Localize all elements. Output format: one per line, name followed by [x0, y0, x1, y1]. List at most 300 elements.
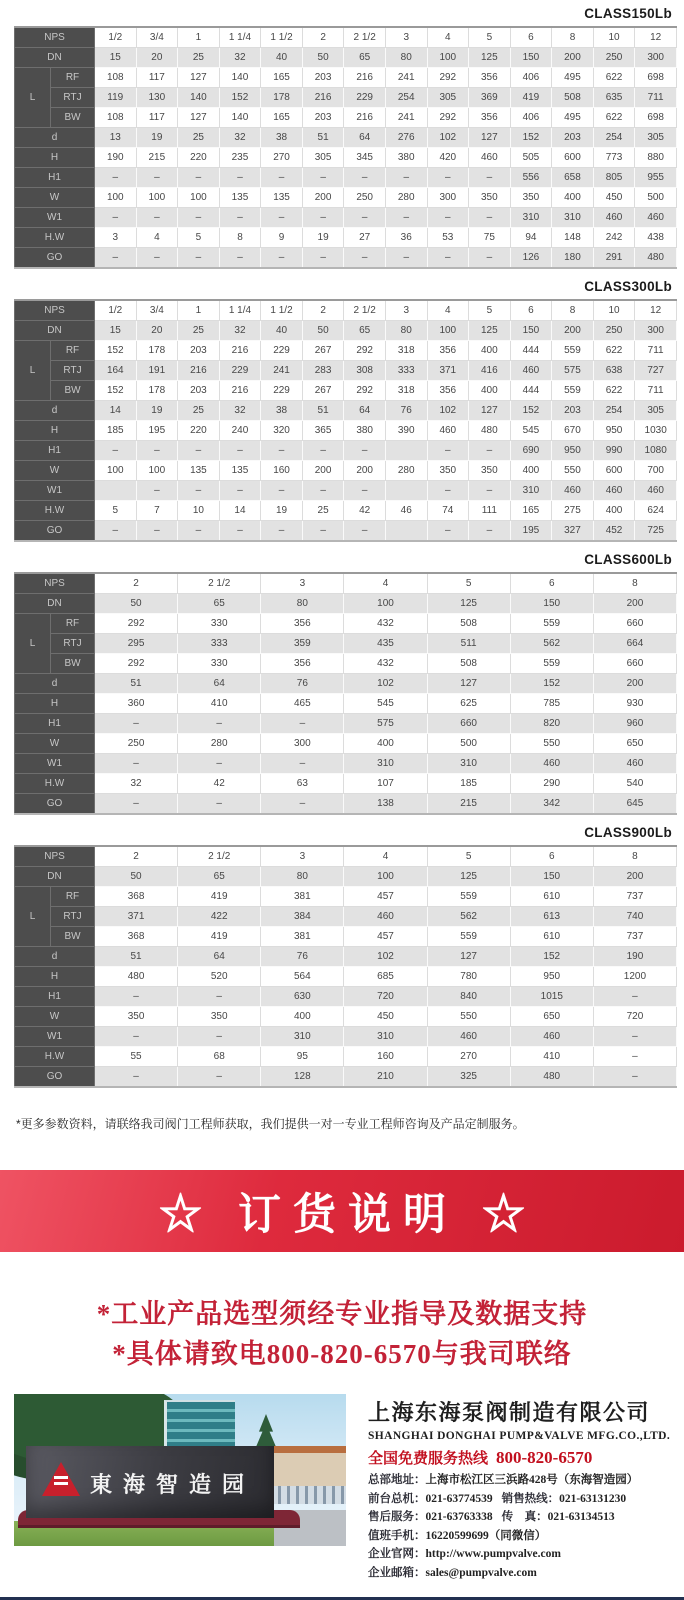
- cell-value: 80: [385, 321, 427, 341]
- cell-value: 216: [302, 88, 344, 108]
- cell-value: 65: [178, 867, 261, 887]
- info-value: 021-63774539: [425, 1492, 493, 1505]
- note-text: *更多参数资料，请联络我司阀门工程师获取，我们提供一对一专业工程师咨询及产品定制服务。: [16, 1117, 525, 1131]
- warning-line-2: *具体请致电800-820-6570与我司联络: [112, 1339, 572, 1369]
- cell-value: –: [261, 714, 344, 734]
- cell-value: 140: [178, 88, 220, 108]
- cell-value: 327: [552, 521, 594, 542]
- table-row: [15, 987, 677, 1007]
- cell-value: –: [219, 481, 261, 501]
- row-label: H: [15, 421, 95, 441]
- spec-table-section: [0, 552, 684, 815]
- cell-value: 215: [136, 148, 178, 168]
- cell-value: 625: [427, 694, 510, 714]
- company-info: [346, 1394, 670, 1582]
- cell-value: 820: [510, 714, 593, 734]
- cell-value: 711: [635, 88, 677, 108]
- cell-value: 950: [510, 967, 593, 987]
- cell-value: 200: [593, 867, 676, 887]
- cell-value: 50: [302, 48, 344, 68]
- table-row: [15, 48, 677, 68]
- cell-value: –: [469, 168, 511, 188]
- cell-value: 406: [510, 68, 552, 88]
- cell-value: –: [302, 208, 344, 228]
- cell-value: 359: [261, 634, 344, 654]
- cell-value: 250: [593, 321, 635, 341]
- cell-value: 5: [427, 573, 510, 594]
- row-label: GO: [15, 1067, 95, 1088]
- company-info-line: [368, 1471, 670, 1490]
- cell-value: 4: [427, 27, 469, 48]
- cell-value: 68: [178, 1047, 261, 1067]
- cell-value: 3/4: [136, 300, 178, 321]
- cell-value: –: [261, 248, 303, 269]
- cell-value: –: [95, 521, 137, 542]
- row-label: H.W: [15, 774, 95, 794]
- cell-value: –: [593, 1067, 676, 1088]
- company-footer: [14, 1394, 674, 1582]
- cell-value: 138: [344, 794, 427, 815]
- table-row: [15, 1047, 677, 1067]
- cell-value: 254: [385, 88, 427, 108]
- cell-value: 480: [635, 248, 677, 269]
- cell-value: –: [302, 441, 344, 461]
- cell-value: 452: [593, 521, 635, 542]
- cell-value: 3: [95, 228, 137, 248]
- cell-value: –: [136, 441, 178, 461]
- cell-value: 203: [178, 381, 220, 401]
- cell-value: 19: [136, 128, 178, 148]
- row-label: H1: [15, 168, 95, 188]
- cell-value: 203: [302, 68, 344, 88]
- cell-value: 220: [178, 421, 220, 441]
- cell-value: –: [344, 441, 386, 461]
- cell-value: 107: [344, 774, 427, 794]
- table-row: [15, 381, 677, 401]
- cell-value: 1030: [635, 421, 677, 441]
- cell-value: –: [136, 481, 178, 501]
- cell-value: 450: [593, 188, 635, 208]
- cell-value: 64: [344, 128, 386, 148]
- cell-value: 191: [136, 361, 178, 381]
- cell-value: 64: [178, 674, 261, 694]
- cell-value: 240: [219, 421, 261, 441]
- cell-value: 135: [219, 461, 261, 481]
- cell-value: 140: [219, 68, 261, 88]
- cell-value: 356: [427, 381, 469, 401]
- cell-value: 125: [427, 594, 510, 614]
- row-label: W1: [15, 1027, 95, 1047]
- cell-value: 250: [95, 734, 178, 754]
- cell-value: 80: [261, 867, 344, 887]
- cell-value: 76: [385, 401, 427, 421]
- cell-value: 622: [593, 108, 635, 128]
- cell-value: 46: [385, 501, 427, 521]
- cell-value: 2 1/2: [178, 846, 261, 867]
- cell-value: –: [219, 208, 261, 228]
- cell-value: 5: [469, 300, 511, 321]
- cell-value: –: [427, 441, 469, 461]
- cell-value: 550: [552, 461, 594, 481]
- cell-value: 19: [261, 501, 303, 521]
- table-row: [15, 794, 677, 815]
- cell-value: 75: [469, 228, 511, 248]
- cell-value: 8: [593, 846, 676, 867]
- cell-value: 2: [95, 573, 178, 594]
- cell-value: 200: [552, 321, 594, 341]
- cell-value: 350: [469, 461, 511, 481]
- row-label: H.W: [15, 1047, 95, 1067]
- spec-table: [14, 26, 677, 269]
- cell-value: 290: [510, 774, 593, 794]
- cell-value: 6: [510, 300, 552, 321]
- cell-value: 450: [344, 1007, 427, 1027]
- table-title: CLASS600Lb: [584, 552, 672, 567]
- cell-value: 318: [385, 381, 427, 401]
- cell-value: 725: [635, 521, 677, 542]
- cell-value: 419: [178, 927, 261, 947]
- cell-value: 250: [593, 48, 635, 68]
- cell-value: 460: [635, 481, 677, 501]
- cell-value: 152: [510, 128, 552, 148]
- cell-value: 773: [593, 148, 635, 168]
- cell-value: 65: [344, 48, 386, 68]
- cell-value: 1: [178, 27, 220, 48]
- cell-value: 9: [261, 228, 303, 248]
- cell-value: [385, 441, 427, 461]
- cell-value: –: [261, 481, 303, 501]
- cell-value: 406: [510, 108, 552, 128]
- cell-value: –: [178, 248, 220, 269]
- cell-value: 2: [95, 846, 178, 867]
- cell-value: –: [219, 441, 261, 461]
- cell-value: 460: [593, 208, 635, 228]
- cell-value: 102: [344, 674, 427, 694]
- cell-value: 540: [593, 774, 676, 794]
- cell-value: 495: [552, 108, 594, 128]
- cell-value: 460: [552, 481, 594, 501]
- cell-value: –: [261, 441, 303, 461]
- row-group-label: L: [15, 68, 51, 128]
- cell-value: 308: [344, 361, 386, 381]
- cell-value: 660: [593, 654, 676, 674]
- cell-value: 785: [510, 694, 593, 714]
- table-row: [15, 501, 677, 521]
- cell-value: 125: [469, 48, 511, 68]
- cell-value: 152: [95, 341, 137, 361]
- row-label: GO: [15, 794, 95, 815]
- cell-value: 480: [95, 967, 178, 987]
- cell-value: 200: [552, 48, 594, 68]
- cell-value: 1200: [593, 967, 676, 987]
- table-title: CLASS150Lb: [584, 6, 672, 21]
- cell-value: 125: [469, 321, 511, 341]
- cell-value: 310: [427, 754, 510, 774]
- cell-value: 2 1/2: [178, 573, 261, 594]
- info-value: 021-63763338: [425, 1511, 493, 1523]
- table-row: [15, 321, 677, 341]
- cell-value: 100: [136, 188, 178, 208]
- cell-value: 100: [95, 461, 137, 481]
- cell-value: –: [95, 208, 137, 228]
- row-label: GO: [15, 248, 95, 269]
- cell-value: 165: [261, 68, 303, 88]
- cell-value: 610: [510, 887, 593, 907]
- cell-value: 178: [136, 381, 178, 401]
- cell-value: 460: [593, 481, 635, 501]
- row-label: W1: [15, 208, 95, 228]
- cell-value: 658: [552, 168, 594, 188]
- cell-value: 500: [635, 188, 677, 208]
- table-title: CLASS900Lb: [584, 825, 672, 840]
- cell-value: 622: [593, 68, 635, 88]
- cell-value: 100: [178, 188, 220, 208]
- info-value: 021-63131230: [559, 1492, 627, 1505]
- stone-sign-wall: [26, 1446, 274, 1518]
- cell-value: –: [178, 481, 220, 501]
- cell-value: 310: [552, 208, 594, 228]
- cell-value: 550: [510, 734, 593, 754]
- cell-value: –: [385, 248, 427, 269]
- cell-value: 160: [261, 461, 303, 481]
- cell-value: 292: [95, 654, 178, 674]
- cell-value: 419: [510, 88, 552, 108]
- cell-value: –: [469, 521, 511, 542]
- table-row: [15, 734, 677, 754]
- cell-value: 64: [178, 947, 261, 967]
- cell-value: 2 1/2: [344, 300, 386, 321]
- cell-value: 25: [178, 401, 220, 421]
- cell-value: 559: [552, 381, 594, 401]
- cell-value: 280: [385, 188, 427, 208]
- cell-value: 422: [178, 907, 261, 927]
- cell-value: –: [178, 441, 220, 461]
- cell-value: 25: [178, 321, 220, 341]
- cell-value: 165: [510, 501, 552, 521]
- cell-value: 500: [427, 734, 510, 754]
- cell-value: 720: [593, 1007, 676, 1027]
- cell-value: 368: [95, 927, 178, 947]
- cell-value: 630: [261, 987, 344, 1007]
- table-row: [15, 421, 677, 441]
- cell-value: –: [469, 248, 511, 269]
- cell-value: 711: [635, 341, 677, 361]
- cell-value: 50: [302, 321, 344, 341]
- cell-value: 5: [178, 228, 220, 248]
- cell-value: 130: [136, 88, 178, 108]
- cell-value: 930: [593, 694, 676, 714]
- cell-value: 305: [427, 88, 469, 108]
- cell-value: 1 1/2: [261, 300, 303, 321]
- cell-value: 480: [510, 1067, 593, 1088]
- cell-value: –: [261, 521, 303, 542]
- factory-photo: [14, 1394, 346, 1546]
- cell-value: 216: [219, 341, 261, 361]
- cell-value: 780: [427, 967, 510, 987]
- cell-value: 1/2: [95, 300, 137, 321]
- cell-value: 229: [219, 361, 261, 381]
- cell-value: 100: [427, 48, 469, 68]
- cell-value: 356: [427, 341, 469, 361]
- cell-value: 622: [593, 341, 635, 361]
- warning-block: [0, 1294, 684, 1374]
- cell-value: 545: [510, 421, 552, 441]
- cell-value: 14: [219, 501, 261, 521]
- cell-value: 457: [344, 887, 427, 907]
- cell-value: –: [427, 208, 469, 228]
- cell-value: 460: [510, 754, 593, 774]
- cell-value: 74: [427, 501, 469, 521]
- cell-value: 645: [593, 794, 676, 815]
- cell-value: 685: [344, 967, 427, 987]
- cell-value: 195: [136, 421, 178, 441]
- cell-value: 664: [593, 634, 676, 654]
- row-label: DN: [15, 867, 95, 887]
- cell-value: 720: [344, 987, 427, 1007]
- spec-table-section: [0, 6, 684, 269]
- cell-value: 8: [552, 27, 594, 48]
- cell-value: 178: [261, 88, 303, 108]
- cell-value: 50: [95, 867, 178, 887]
- cell-value: 152: [510, 947, 593, 967]
- cell-value: –: [385, 208, 427, 228]
- row-sub-label: RF: [51, 341, 95, 361]
- cell-value: 150: [510, 867, 593, 887]
- row-label: DN: [15, 48, 95, 68]
- cell-value: 215: [427, 794, 510, 815]
- cell-value: 216: [219, 381, 261, 401]
- cell-value: 700: [635, 461, 677, 481]
- cell-value: 610: [510, 927, 593, 947]
- cell-value: 310: [344, 1027, 427, 1047]
- cell-value: 950: [593, 421, 635, 441]
- table-row: [15, 1007, 677, 1027]
- cell-value: 960: [593, 714, 676, 734]
- table-row: [15, 967, 677, 987]
- cell-value: 42: [178, 774, 261, 794]
- cell-value: 102: [344, 947, 427, 967]
- cell-value: 36: [385, 228, 427, 248]
- cell-value: 150: [510, 594, 593, 614]
- company-info-line: [368, 1527, 670, 1546]
- cell-value: 51: [95, 674, 178, 694]
- row-label: H1: [15, 987, 95, 1007]
- cell-value: 950: [552, 441, 594, 461]
- cell-value: 40: [261, 48, 303, 68]
- cell-value: 698: [635, 108, 677, 128]
- cell-value: –: [385, 168, 427, 188]
- cell-value: 117: [136, 68, 178, 88]
- cell-value: –: [302, 481, 344, 501]
- cell-value: –: [427, 481, 469, 501]
- cell-value: 435: [344, 634, 427, 654]
- cell-value: 100: [344, 867, 427, 887]
- cell-value: 200: [302, 461, 344, 481]
- cell-value: 432: [344, 654, 427, 674]
- cell-value: 280: [385, 461, 427, 481]
- row-label: NPS: [15, 300, 95, 321]
- table-row: [15, 867, 677, 887]
- cell-value: 305: [302, 148, 344, 168]
- cell-value: –: [95, 714, 178, 734]
- cell-value: 356: [469, 108, 511, 128]
- cell-value: 100: [344, 594, 427, 614]
- cell-value: 1 1/4: [219, 300, 261, 321]
- cell-value: 380: [344, 421, 386, 441]
- cell-value: –: [95, 754, 178, 774]
- info-label: 售后服务：: [368, 1511, 426, 1523]
- cell-value: 283: [302, 361, 344, 381]
- cell-value: 559: [427, 927, 510, 947]
- table-row: [15, 68, 677, 88]
- cell-value: 562: [427, 907, 510, 927]
- cell-value: 737: [593, 887, 676, 907]
- row-sub-label: RTJ: [51, 361, 95, 381]
- cell-value: –: [469, 441, 511, 461]
- table-row: [15, 228, 677, 248]
- cell-value: 460: [469, 148, 511, 168]
- cell-value: 292: [344, 381, 386, 401]
- cell-value: 480: [469, 421, 511, 441]
- cell-value: 562: [510, 634, 593, 654]
- cell-value: –: [178, 714, 261, 734]
- cell-value: 550: [427, 1007, 510, 1027]
- cell-value: 310: [510, 208, 552, 228]
- cell-value: 185: [427, 774, 510, 794]
- cell-value: 460: [510, 361, 552, 381]
- cell-value: 20: [136, 48, 178, 68]
- company-name-cn: 上海东海泵阀制造有限公司: [368, 1400, 651, 1425]
- cell-value: [385, 481, 427, 501]
- cell-value: –: [136, 248, 178, 269]
- cell-value: 356: [469, 68, 511, 88]
- cell-value: 5: [427, 846, 510, 867]
- cell-value: 5: [469, 27, 511, 48]
- cell-value: –: [178, 754, 261, 774]
- cell-value: 8: [593, 573, 676, 594]
- cell-value: 559: [510, 654, 593, 674]
- company-info-line: [368, 1564, 670, 1583]
- cell-value: 229: [261, 381, 303, 401]
- cell-value: 148: [552, 228, 594, 248]
- cell-value: 242: [593, 228, 635, 248]
- row-label: W: [15, 461, 95, 481]
- cell-value: 660: [427, 714, 510, 734]
- cell-value: 135: [219, 188, 261, 208]
- banner-title: ☆ 订货说明 ☆: [159, 1190, 537, 1239]
- cell-value: 5: [95, 501, 137, 521]
- cell-value: 19: [136, 401, 178, 421]
- table-row: [15, 300, 677, 321]
- cell-value: 511: [427, 634, 510, 654]
- cell-value: 270: [261, 148, 303, 168]
- table-row: [15, 754, 677, 774]
- cell-value: 140: [219, 108, 261, 128]
- cell-value: –: [469, 481, 511, 501]
- row-label: d: [15, 401, 95, 421]
- row-label: W1: [15, 481, 95, 501]
- cell-value: 127: [469, 128, 511, 148]
- cell-value: 1015: [510, 987, 593, 1007]
- cell-value: 740: [593, 907, 676, 927]
- cell-value: 559: [552, 341, 594, 361]
- cell-value: 495: [552, 68, 594, 88]
- cell-value: –: [302, 521, 344, 542]
- cell-value: 178: [136, 341, 178, 361]
- cell-value: 292: [427, 68, 469, 88]
- cell-value: 100: [136, 461, 178, 481]
- cell-value: 650: [510, 1007, 593, 1027]
